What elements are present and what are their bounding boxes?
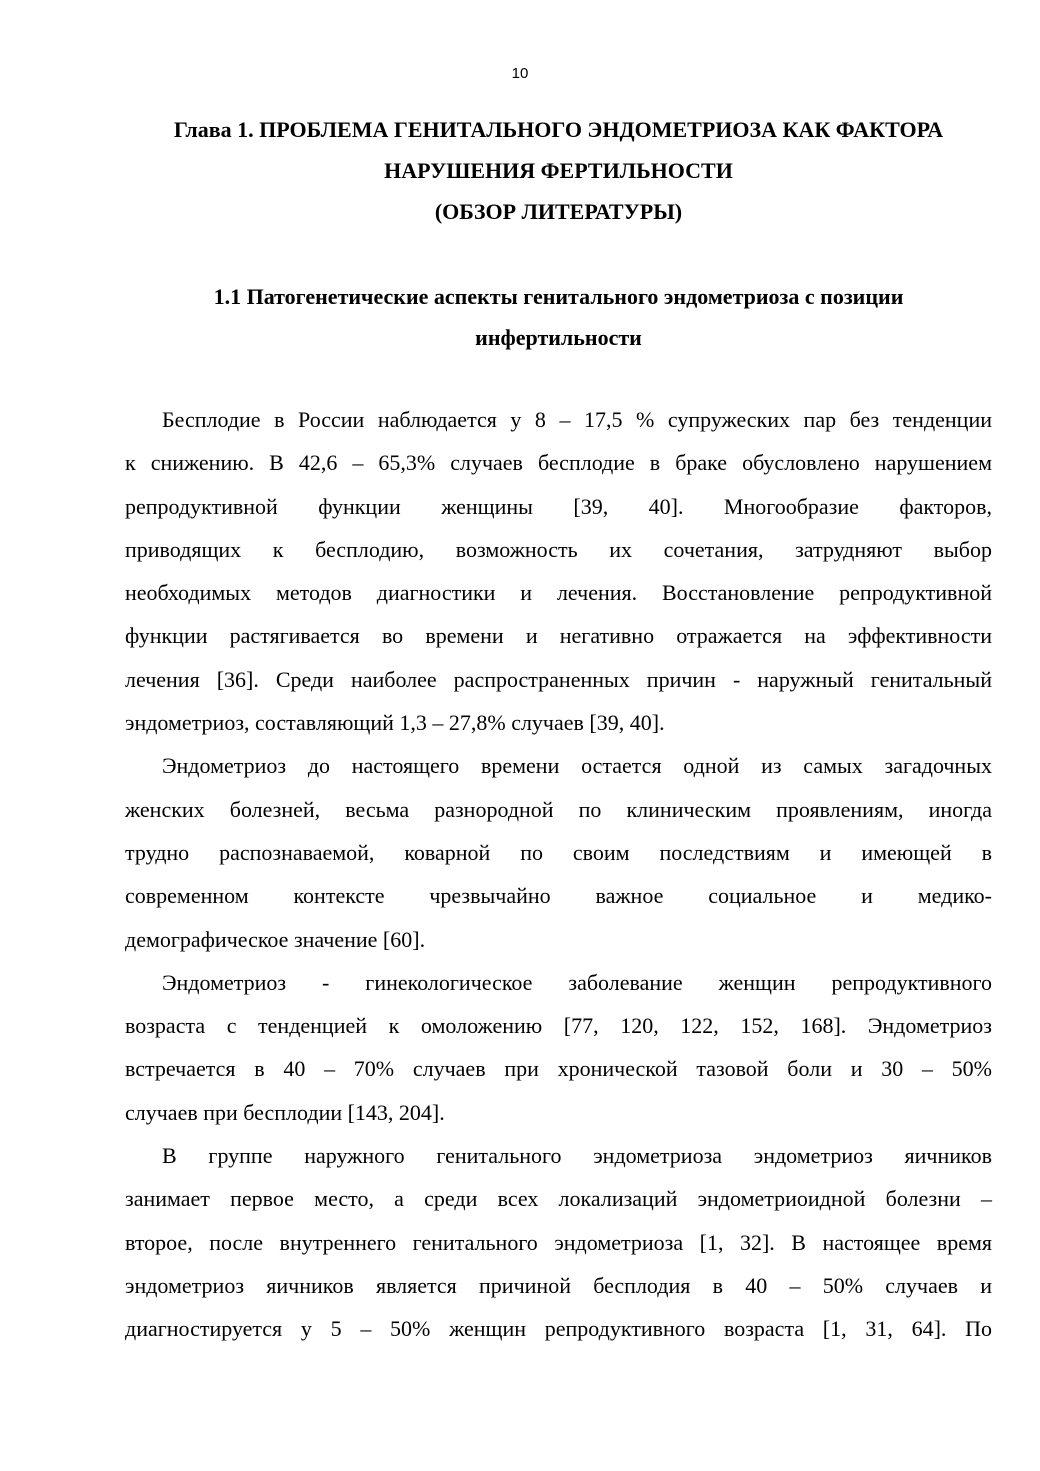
text-line: к снижению. В 42,6 – 65,3% случаев бесплодие в браке обусловлено нарушением	[125, 450, 992, 476]
chapter-title-line: НАРУШЕНИЯ ФЕРТИЛЬНОСТИ	[384, 158, 733, 183]
chapter-title-line: (ОБЗОР ЛИТЕРАТУРЫ)	[434, 199, 683, 224]
text-line: современном контексте чрезвычайно важное социальное и медико-	[125, 883, 992, 909]
text-line: Эндометриоз до настоящего времени остается одной из самых загадочных	[162, 753, 992, 779]
text-line: необходимых методов диагностики и лечения. Восстановление репродуктивной	[125, 580, 992, 606]
text-line: эндометриоз, составляющий 1,3 – 27,8% случаев [39, 40].	[125, 710, 665, 736]
section-title-line: инфертильности	[475, 325, 642, 350]
text-line: функции растягивается во времени и негативно отражается на эффективности	[125, 623, 992, 649]
body-text	[125, 398, 992, 1351]
text-line: приводящих к бесплодию, возможность их сочетания, затрудняют выбор	[125, 536, 992, 562]
text-line: демографическое значение [60].	[125, 926, 426, 952]
section-title	[125, 276, 992, 358]
text-line: репродуктивной функции женщины [39, 40]. Многообразие факторов,	[125, 493, 992, 519]
text-line: диагностируется у 5 – 50% женщин репродуктивного возраста [1, 31, 64]. По	[125, 1316, 992, 1342]
text-line: Бесплодие в России наблюдается у 8 – 17,5 % супружеских пар без тенденции	[162, 407, 992, 432]
paragraph-3	[125, 961, 992, 1134]
text-line: встречается в 40 – 70% случаев при хронической тазовой боли и 30 – 50%	[125, 1056, 992, 1082]
text-line: В группе наружного генитального эндометриоза эндометриоз яичников	[162, 1143, 992, 1169]
text-line: второе, после внутреннего генитального эндометриоза [1, 32]. В настоящее время	[125, 1229, 992, 1255]
text-line: эндометриоз яичников является причиной бесплодия в 40 – 50% случаев и	[125, 1272, 992, 1298]
text-line: лечения [36]. Среди наиболее распространенных причин - наружный генитальный	[125, 666, 992, 692]
paragraph-2	[125, 744, 992, 960]
text-line: трудно распознаваемой, коварной по своим последствиям и имеющей в	[125, 839, 992, 865]
text-line: случаев при бесплодии [143, 204].	[125, 1099, 445, 1125]
chapter-title	[125, 109, 992, 232]
paragraph-4	[125, 1134, 992, 1350]
paragraph-1	[125, 398, 992, 744]
text-line: возраста с тенденцией к омоложению [77, 120, 122, 152, 168]. Эндометриоз	[125, 1013, 992, 1039]
text-line: женских болезней, весьма разнородной по клиническим проявлениям, иногда	[125, 796, 992, 822]
page-number: 10	[511, 65, 529, 82]
text-line: Эндометриоз - гинекологическое заболевание женщин репродуктивного	[162, 969, 992, 995]
text-line: занимает первое место, а среди всех локализаций эндометриоидной болезни –	[125, 1186, 992, 1212]
section-title-line: 1.1 Патогенетические аспекты генитального эндометриоза с позиции	[213, 284, 904, 309]
chapter-title-line: Глава 1. ПРОБЛЕМА ГЕНИТАЛЬНОГО ЭНДОМЕТРИОЗА КАК ФАКТОРА	[173, 117, 944, 142]
